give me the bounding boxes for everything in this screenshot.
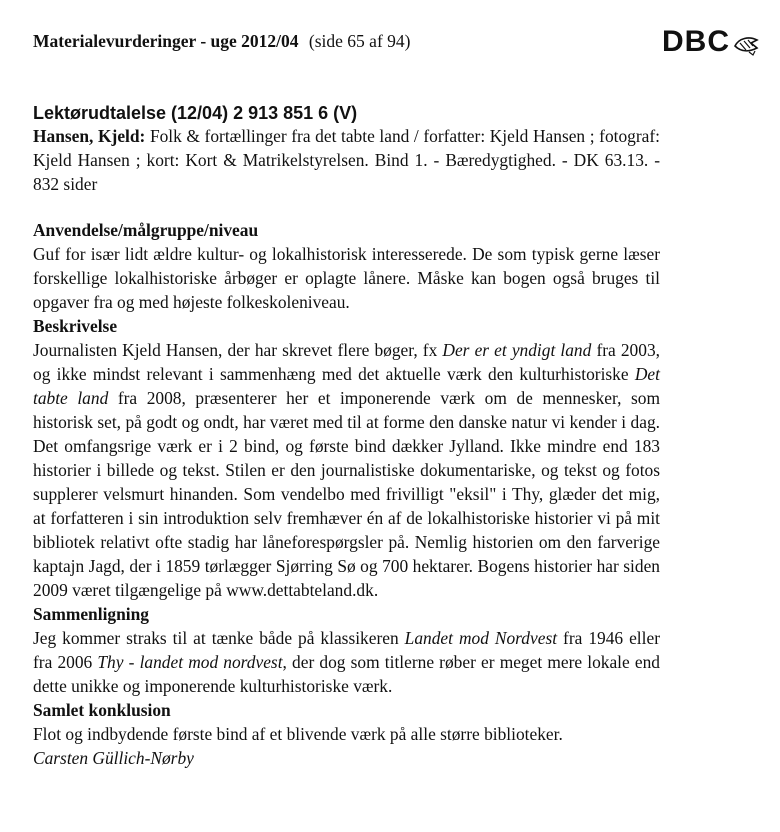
description-text-part: fra 2003, og ikke mindst relevant i sammenhæng med det aktuelle værk den kulturhistoriske — [33, 340, 660, 384]
page-header — [33, 31, 410, 52]
bibliographic-details: Folk & fortællinger fra det tabte land / forfatter: Kjeld Hansen ; fotograf: Kjeld Hansen ; kort: Kort & Matrikelstyrelsen. Bind 1. - Bæredygtighed. - DK 63.13. - 832 sider — [33, 126, 660, 194]
review-content — [33, 124, 660, 770]
comparison-text-part: Jeg kommer straks til at tænke både på klassikeren — [33, 628, 405, 648]
usage-heading: Anvendelse/målgruppe/niveau — [33, 220, 259, 240]
dbc-logo — [662, 27, 759, 57]
comparison-heading: Sammenligning — [33, 604, 149, 624]
dbc-bird-icon — [733, 34, 759, 56]
book-title: Landet mod Nordvest — [404, 628, 558, 648]
bibliographic-entry — [33, 124, 660, 196]
reviewer-signature: Carsten Güllich-Nørby — [33, 748, 194, 768]
comparison-text-part: , der dog som titlerne røber er meget mere lokale end dette unikke og imponerende kulturhistoriske værk. — [33, 652, 660, 696]
logo-text: DBC — [662, 25, 730, 58]
conclusion-heading: Samlet konklusion — [33, 700, 171, 720]
review-heading: Lektørudtalelse (12/04) 2 913 851 6 (V) — [33, 103, 358, 123]
description-text-part: Journalisten Kjeld Hansen, der har skrevet flere bøger, fx — [33, 340, 443, 360]
book-title: Det tabte land — [33, 364, 660, 408]
comparison-text — [33, 626, 660, 698]
comparison-text-part: fra 1946 eller fra 2006 — [33, 628, 660, 672]
description-heading: Beskrivelse — [33, 316, 118, 336]
description-text — [33, 338, 660, 602]
header-title: Materialevurderinger - uge 2012/04 — [33, 31, 299, 51]
usage-text: Guf for især lidt ældre kultur- og lokalhistorisk interesserede. De som typisk gerne læser forskellige lokalhistoriske årbøger er oplagte lånere. Måske kan bogen også bruges til opgaver fra og med højeste folkeskoleniveau. — [33, 244, 660, 312]
book-title: Thy - landet mod nordvest — [97, 652, 283, 672]
author-name: Hansen, Kjeld: — [33, 126, 146, 146]
page-info: (side 65 af 94) — [308, 31, 411, 51]
description-text-part: fra 2008, præsenterer her et imponerende værk om de mennesker, som historisk set, på godt og ondt, har været med til at forme den danske natur vi kender i dag. Det omfangsrige værk er i 2 bind, og første bind dækker Jylland. Ikke mindre end 183 historier i billede og tekst. Stilen er den journalistiske dokumentariske, og tekst og fotos supplerer velsmurt hinanden. Som vendelbo med frivilligt "eksil" i Thy, glæder det mig, at forfatteren i sin introduktion selv fremhæver én af de lokalhistoriske historier vi på mit bibliotek relativt ofte stadig har låneforespørgsler på. Nemlig historien om den farverige kaptajn Jagd, der i 1859 tørlægger Sjørring Sø og 700 hektarer. Bogens historier har siden 2009 været tilgængelige på www.dettabteland.dk. — [33, 388, 660, 600]
book-title: Der er et yndigt land — [442, 340, 592, 360]
conclusion-text: Flot og indbydende første bind af et blivende værk på alle større biblioteker. — [33, 724, 563, 744]
